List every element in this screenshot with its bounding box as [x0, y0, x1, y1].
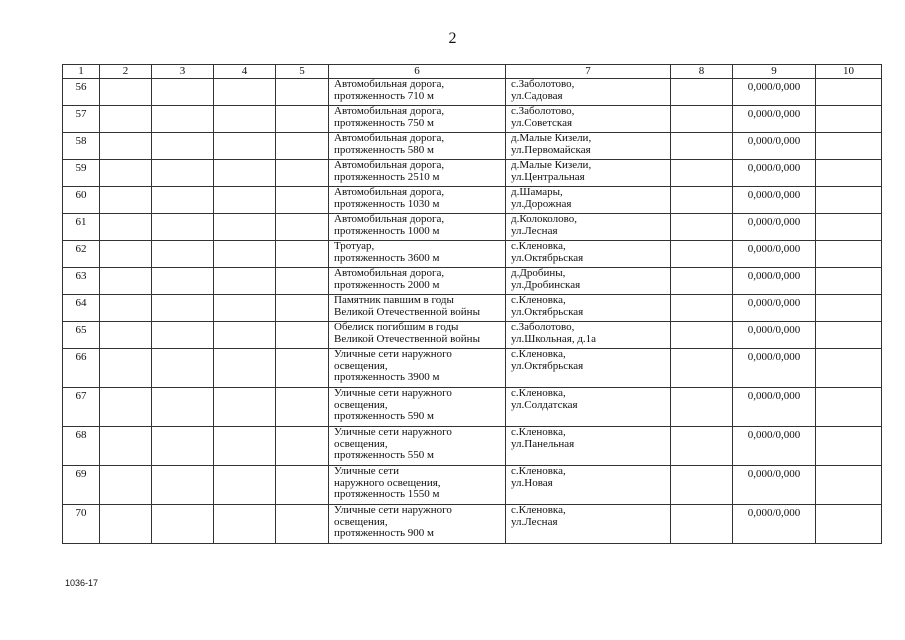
column-header: 3 [152, 65, 214, 79]
object-name: Автомобильная дорога, протяженность 2000 м [329, 268, 506, 295]
empty-cell [276, 79, 329, 106]
empty-cell [214, 268, 276, 295]
empty-cell [276, 427, 329, 466]
empty-cell [152, 214, 214, 241]
object-value: 0,000/0,000 [733, 241, 816, 268]
empty-cell [816, 160, 882, 187]
object-name: Уличные сети наружного освещения, протяженность 590 м [329, 388, 506, 427]
column-header: 5 [276, 65, 329, 79]
empty-cell [100, 79, 152, 106]
table-row [63, 160, 882, 187]
document-code: 1036-17 [65, 578, 99, 588]
object-value: 0,000/0,000 [733, 322, 816, 349]
empty-cell [671, 106, 733, 133]
column-number-row [63, 65, 882, 79]
object-address: с.Кленовка, ул.Октябрьская [506, 241, 671, 268]
object-value: 0,000/0,000 [733, 466, 816, 505]
object-address: д.Дробины, ул.Дробинская [506, 268, 671, 295]
empty-cell [276, 106, 329, 133]
empty-cell [152, 505, 214, 544]
table-row [63, 79, 882, 106]
object-name: Автомобильная дорога, протяженность 1000 м [329, 214, 506, 241]
empty-cell [276, 505, 329, 544]
table-row [63, 349, 882, 388]
table-row [63, 466, 882, 505]
empty-cell [152, 187, 214, 214]
object-address: с.Заболотово, ул.Советская [506, 106, 671, 133]
empty-cell [100, 295, 152, 322]
table-row [63, 505, 882, 544]
empty-cell [276, 160, 329, 187]
empty-cell [152, 241, 214, 268]
column-header: 1 [63, 65, 100, 79]
object-name: Уличные сети наружного освещения, протяженность 900 м [329, 505, 506, 544]
empty-cell [816, 427, 882, 466]
object-address: с.Заболотово, ул.Садовая [506, 79, 671, 106]
object-name: Автомобильная дорога, протяженность 1030 м [329, 187, 506, 214]
object-address: с.Кленовка, ул.Лесная [506, 505, 671, 544]
empty-cell [152, 388, 214, 427]
empty-cell [671, 214, 733, 241]
empty-cell [816, 106, 882, 133]
empty-cell [214, 106, 276, 133]
row-number: 57 [63, 106, 100, 133]
empty-cell [100, 466, 152, 505]
empty-cell [214, 427, 276, 466]
empty-cell [816, 214, 882, 241]
empty-cell [100, 241, 152, 268]
object-value: 0,000/0,000 [733, 505, 816, 544]
empty-cell [152, 133, 214, 160]
empty-cell [152, 268, 214, 295]
empty-cell [816, 79, 882, 106]
object-name: Уличные сети наружного освещения, протяженность 3900 м [329, 349, 506, 388]
empty-cell [214, 241, 276, 268]
page-number: 2 [448, 30, 457, 47]
object-name: Автомобильная дорога, протяженность 710 м [329, 79, 506, 106]
empty-cell [671, 427, 733, 466]
empty-cell [671, 268, 733, 295]
table-row [63, 388, 882, 427]
object-name: Автомобильная дорога, протяженность 580 м [329, 133, 506, 160]
empty-cell [816, 466, 882, 505]
empty-cell [100, 133, 152, 160]
empty-cell [214, 466, 276, 505]
empty-cell [671, 79, 733, 106]
object-address: с.Кленовка, ул.Солдатская [506, 388, 671, 427]
row-number: 61 [63, 214, 100, 241]
empty-cell [214, 79, 276, 106]
empty-cell [816, 295, 882, 322]
empty-cell [152, 466, 214, 505]
empty-cell [152, 322, 214, 349]
registry-table [62, 64, 882, 544]
empty-cell [152, 349, 214, 388]
object-address: д.Малые Кизели, ул.Первомайская [506, 133, 671, 160]
empty-cell [152, 79, 214, 106]
empty-cell [100, 214, 152, 241]
empty-cell [671, 466, 733, 505]
object-value: 0,000/0,000 [733, 349, 816, 388]
empty-cell [816, 388, 882, 427]
empty-cell [100, 505, 152, 544]
empty-cell [276, 187, 329, 214]
row-number: 66 [63, 349, 100, 388]
row-number: 69 [63, 466, 100, 505]
table-row [63, 133, 882, 160]
object-value: 0,000/0,000 [733, 133, 816, 160]
empty-cell [214, 505, 276, 544]
empty-cell [816, 187, 882, 214]
object-name: Уличные сети наружного освещения, протяженность 550 м [329, 427, 506, 466]
row-number: 70 [63, 505, 100, 544]
empty-cell [276, 322, 329, 349]
empty-cell [671, 160, 733, 187]
row-number: 63 [63, 268, 100, 295]
object-value: 0,000/0,000 [733, 106, 816, 133]
object-address: с.Кленовка, ул.Октябрьская [506, 295, 671, 322]
object-name: Автомобильная дорога, протяженность 2510 м [329, 160, 506, 187]
empty-cell [100, 322, 152, 349]
object-address: д.Шамары, ул.Дорожная [506, 187, 671, 214]
empty-cell [276, 133, 329, 160]
empty-cell [816, 349, 882, 388]
empty-cell [100, 268, 152, 295]
empty-cell [214, 133, 276, 160]
table-row [63, 187, 882, 214]
object-value: 0,000/0,000 [733, 187, 816, 214]
empty-cell [214, 187, 276, 214]
empty-cell [214, 322, 276, 349]
empty-cell [671, 505, 733, 544]
empty-cell [152, 106, 214, 133]
empty-cell [816, 241, 882, 268]
object-address: с.Кленовка, ул.Новая [506, 466, 671, 505]
object-value: 0,000/0,000 [733, 427, 816, 466]
object-name: Тротуар, протяженность 3600 м [329, 241, 506, 268]
object-address: с.Кленовка, ул.Панельная [506, 427, 671, 466]
object-address: с.Кленовка, ул.Октябрьская [506, 349, 671, 388]
table-row [63, 322, 882, 349]
object-address: д.Колоколово, ул.Лесная [506, 214, 671, 241]
column-header: 9 [733, 65, 816, 79]
row-number: 58 [63, 133, 100, 160]
object-value: 0,000/0,000 [733, 295, 816, 322]
column-header: 2 [100, 65, 152, 79]
empty-cell [276, 241, 329, 268]
empty-cell [214, 160, 276, 187]
table-row [63, 214, 882, 241]
empty-cell [152, 295, 214, 322]
column-header: 6 [329, 65, 506, 79]
empty-cell [671, 133, 733, 160]
empty-cell [100, 160, 152, 187]
object-address: с.Заболотово, ул.Школьная, д.1а [506, 322, 671, 349]
empty-cell [152, 160, 214, 187]
empty-cell [276, 295, 329, 322]
row-number: 59 [63, 160, 100, 187]
table-row [63, 241, 882, 268]
empty-cell [671, 295, 733, 322]
object-value: 0,000/0,000 [733, 160, 816, 187]
row-number: 68 [63, 427, 100, 466]
empty-cell [152, 427, 214, 466]
row-number: 62 [63, 241, 100, 268]
object-address: д.Малые Кизели, ул.Центральная [506, 160, 671, 187]
object-name: Уличные сети наружного освещения, протяженность 1550 м [329, 466, 506, 505]
object-value: 0,000/0,000 [733, 268, 816, 295]
empty-cell [276, 388, 329, 427]
column-header: 10 [816, 65, 882, 79]
empty-cell [276, 349, 329, 388]
empty-cell [214, 349, 276, 388]
table-row [63, 268, 882, 295]
empty-cell [671, 187, 733, 214]
empty-cell [214, 214, 276, 241]
column-header: 7 [506, 65, 671, 79]
empty-cell [276, 466, 329, 505]
empty-cell [816, 133, 882, 160]
empty-cell [100, 427, 152, 466]
object-value: 0,000/0,000 [733, 388, 816, 427]
row-number: 60 [63, 187, 100, 214]
object-name: Памятник павшим в годы Великой Отечественной войны [329, 295, 506, 322]
empty-cell [100, 106, 152, 133]
table-row [63, 427, 882, 466]
object-value: 0,000/0,000 [733, 214, 816, 241]
object-name: Автомобильная дорога, протяженность 750 м [329, 106, 506, 133]
row-number: 65 [63, 322, 100, 349]
object-value: 0,000/0,000 [733, 79, 816, 106]
empty-cell [100, 388, 152, 427]
empty-cell [214, 295, 276, 322]
empty-cell [816, 268, 882, 295]
empty-cell [276, 268, 329, 295]
empty-cell [671, 388, 733, 427]
row-number: 67 [63, 388, 100, 427]
empty-cell [816, 322, 882, 349]
row-number: 64 [63, 295, 100, 322]
empty-cell [671, 241, 733, 268]
empty-cell [214, 388, 276, 427]
table-row [63, 106, 882, 133]
empty-cell [100, 349, 152, 388]
empty-cell [671, 322, 733, 349]
empty-cell [276, 214, 329, 241]
column-header: 4 [214, 65, 276, 79]
column-header: 8 [671, 65, 733, 79]
empty-cell [671, 349, 733, 388]
row-number: 56 [63, 79, 100, 106]
empty-cell [816, 505, 882, 544]
table-row [63, 295, 882, 322]
object-name: Обелиск погибшим в годы Великой Отечественной войны [329, 322, 506, 349]
empty-cell [100, 187, 152, 214]
